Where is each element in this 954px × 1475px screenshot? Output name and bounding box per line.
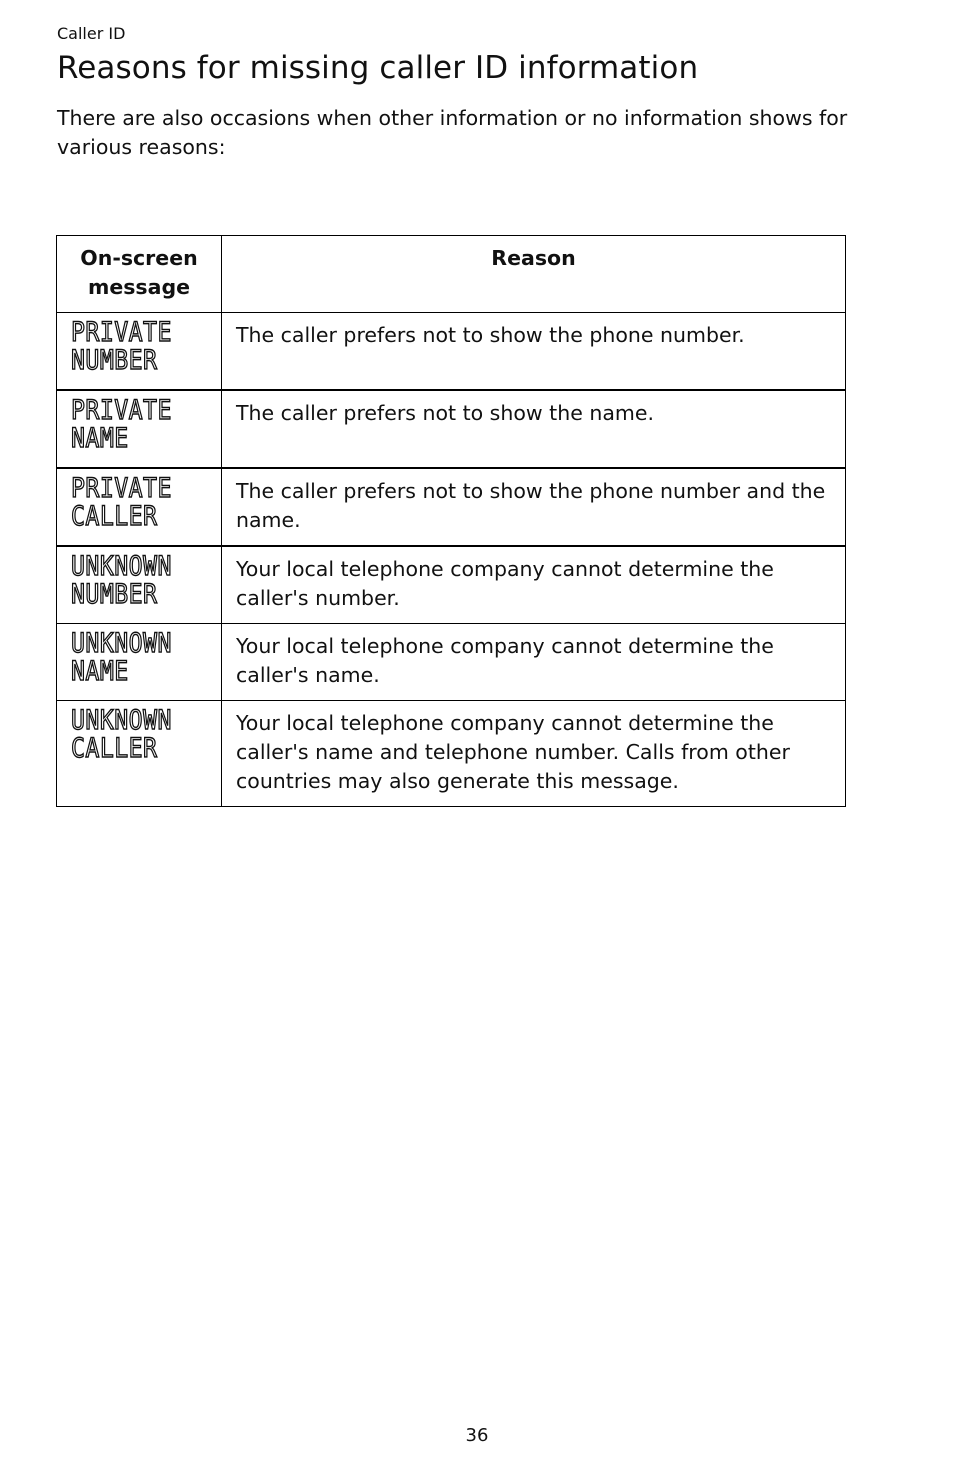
on-screen-message-cell bbox=[57, 390, 222, 468]
lcd-message-line: UNKNOWN bbox=[71, 551, 172, 582]
lcd-message-line: NAME bbox=[71, 423, 129, 454]
column-header-reason: Reason bbox=[222, 236, 846, 313]
lcd-message-line: PRIVATE bbox=[71, 395, 172, 426]
reason-cell: The caller prefers not to show the name. bbox=[222, 390, 846, 468]
on-screen-message-cell bbox=[57, 468, 222, 546]
table-row bbox=[57, 546, 846, 624]
column-header-on-screen-message: On-screen message bbox=[57, 236, 222, 313]
reason-cell: The caller prefers not to show the phone number. bbox=[222, 313, 846, 391]
lcd-message-line: NAME bbox=[71, 656, 129, 687]
intro-paragraph: There are also occasions when other information or no information shows for various reasons: bbox=[57, 106, 848, 159]
lcd-message-line: CALLER bbox=[71, 501, 158, 532]
table-row bbox=[57, 624, 846, 701]
table-row bbox=[57, 313, 846, 391]
lcd-message-line: NUMBER bbox=[71, 345, 158, 376]
table-header-row bbox=[57, 236, 846, 313]
caller-id-reasons-table bbox=[56, 235, 846, 807]
on-screen-message-cell bbox=[57, 701, 222, 807]
table-row bbox=[57, 468, 846, 546]
table-row bbox=[57, 390, 846, 468]
reason-cell: The caller prefers not to show the phone number and the name. bbox=[222, 468, 846, 546]
on-screen-message-cell bbox=[57, 624, 222, 701]
reason-cell: Your local telephone company cannot determine the caller's name. bbox=[222, 624, 846, 701]
lcd-message-line: PRIVATE bbox=[71, 473, 172, 504]
reason-cell: Your local telephone company cannot determine the caller's number. bbox=[222, 546, 846, 624]
lcd-message-line: UNKNOWN bbox=[71, 705, 172, 736]
table-row bbox=[57, 701, 846, 807]
on-screen-message-cell bbox=[57, 546, 222, 624]
reason-cell: Your local telephone company cannot determine the caller's name and telephone number. Calls from other countries may also generate this message. bbox=[222, 701, 846, 807]
lcd-message-line: PRIVATE bbox=[71, 317, 172, 348]
page-number: 36 bbox=[465, 1425, 489, 1446]
lcd-message-line: CALLER bbox=[71, 733, 158, 764]
page-title: Reasons for missing caller ID information bbox=[57, 50, 699, 86]
lcd-message-line: NUMBER bbox=[71, 579, 158, 610]
lcd-message-line: UNKNOWN bbox=[71, 628, 172, 659]
on-screen-message-cell bbox=[57, 313, 222, 391]
section-label: Caller ID bbox=[57, 24, 126, 43]
